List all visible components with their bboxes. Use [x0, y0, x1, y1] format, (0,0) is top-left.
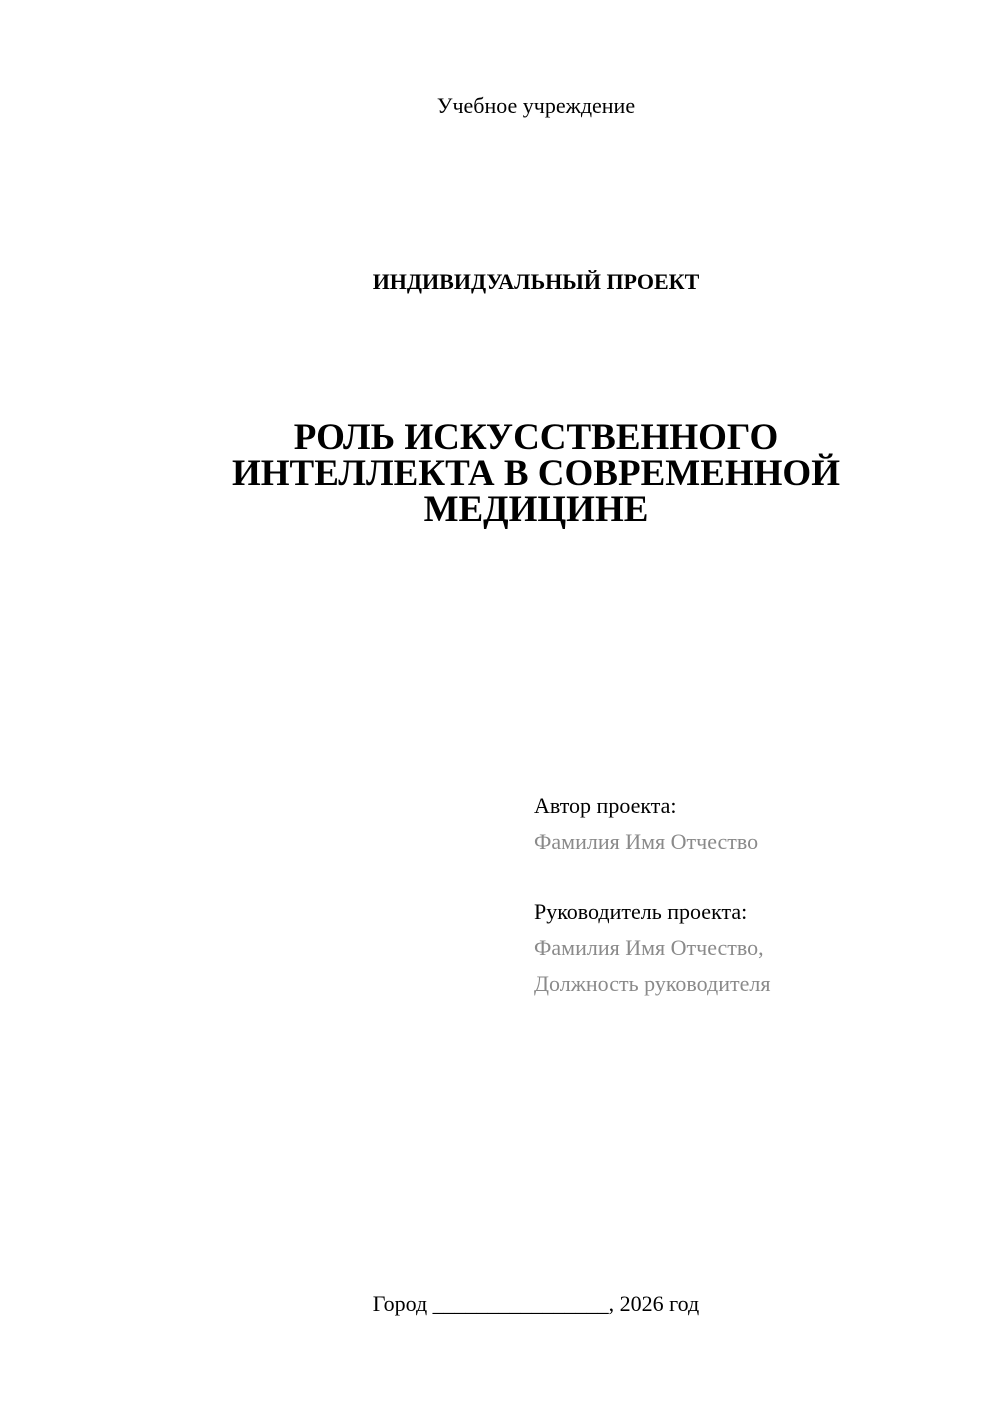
author-name: Фамилия Имя Отчество — [534, 829, 759, 854]
author-label: Автор проекта: — [534, 793, 677, 818]
spacer — [534, 860, 974, 894]
title-line: РОЛЬ ИСКУССТВЕННОГО — [293, 417, 779, 458]
title-line: МЕДИЦИНЕ — [423, 489, 649, 530]
title-line: ИНТЕЛЛЕКТА В СОВРЕМЕННОЙ — [232, 453, 840, 494]
supervisor-position: Должность руководителя — [534, 971, 771, 996]
supervisor-label: Руководитель проекта: — [534, 899, 748, 924]
project-info-block — [534, 788, 974, 1002]
project-title — [186, 417, 886, 530]
supervisor-name: Фамилия Имя Отчество, — [534, 935, 764, 960]
document-type: ИНДИВИДУАЛЬНЫЙ ПРОЕКТ — [372, 269, 700, 294]
institution-name: Учебное учреждение — [436, 93, 636, 118]
city-year-line: Город ________________, 2026 год — [372, 1291, 700, 1316]
